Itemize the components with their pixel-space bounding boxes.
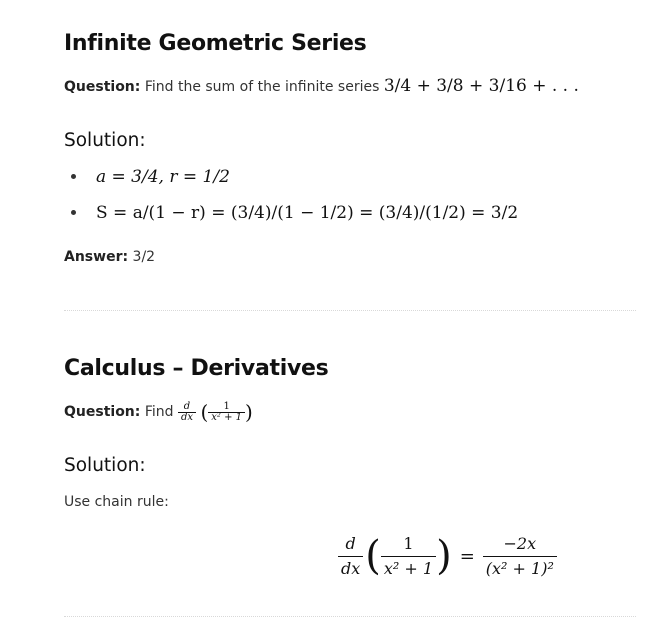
section-title-derivatives: Calculus – Derivatives (64, 356, 329, 381)
solution-heading: Solution: (64, 455, 146, 476)
inner-fraction (208, 402, 245, 423)
step-item (64, 195, 634, 231)
derivative-operator (178, 402, 196, 423)
step-item (64, 159, 634, 195)
eq-result-num: −2x (503, 533, 537, 553)
derivative-equation (338, 528, 557, 584)
right-paren: ) (245, 400, 253, 424)
section-title-geometric-series: Infinite Geometric Series (64, 31, 367, 56)
solution-steps (64, 159, 634, 231)
eq-inner-num: 1 (403, 533, 414, 553)
eq-deriv-den: dx (338, 556, 363, 581)
step-math: S = a/(1 − r) = (3/4)/(1 − 1/2) = (3/4)/(1/2) = 3/2 (96, 203, 519, 223)
eq-result-fraction (483, 532, 557, 581)
answer-label: Answer: (64, 249, 129, 265)
deriv-num: d (183, 400, 191, 412)
question-text: Find (144, 404, 174, 420)
question-geometric (64, 76, 634, 96)
equals-sign: = (459, 545, 475, 567)
left-paren: ( (200, 400, 209, 424)
question-label: Question: (64, 79, 141, 95)
answer-line (64, 249, 634, 265)
answer-value: 3/2 (132, 249, 156, 265)
bullet-icon (71, 174, 76, 179)
inner-den: x² + 1 (208, 412, 245, 423)
eq-result-den: (x² + 1)² (483, 556, 557, 581)
method-text: Use chain rule: (64, 494, 169, 510)
deriv-den: dx (178, 412, 196, 423)
eq-left-paren: ( (365, 533, 381, 579)
step-math: a = 3/4, r = 1/2 (96, 167, 230, 187)
bullet-icon (71, 210, 76, 215)
section-divider (64, 310, 636, 311)
eq-right-paren: ) (436, 533, 452, 579)
section-divider (64, 616, 636, 617)
solution-heading: Solution: (64, 130, 146, 151)
eq-deriv-operator (338, 532, 363, 581)
eq-inner-fraction (381, 532, 436, 581)
question-text: Find the sum of the infinite series (144, 79, 380, 95)
eq-deriv-num: d (345, 533, 356, 553)
inner-num: 1 (223, 400, 230, 412)
series-expression: 3/4 + 3/8 + 3/16 + . . . (383, 76, 579, 96)
question-derivative (64, 398, 634, 426)
question-label: Question: (64, 404, 141, 420)
eq-inner-den: x² + 1 (381, 556, 436, 581)
